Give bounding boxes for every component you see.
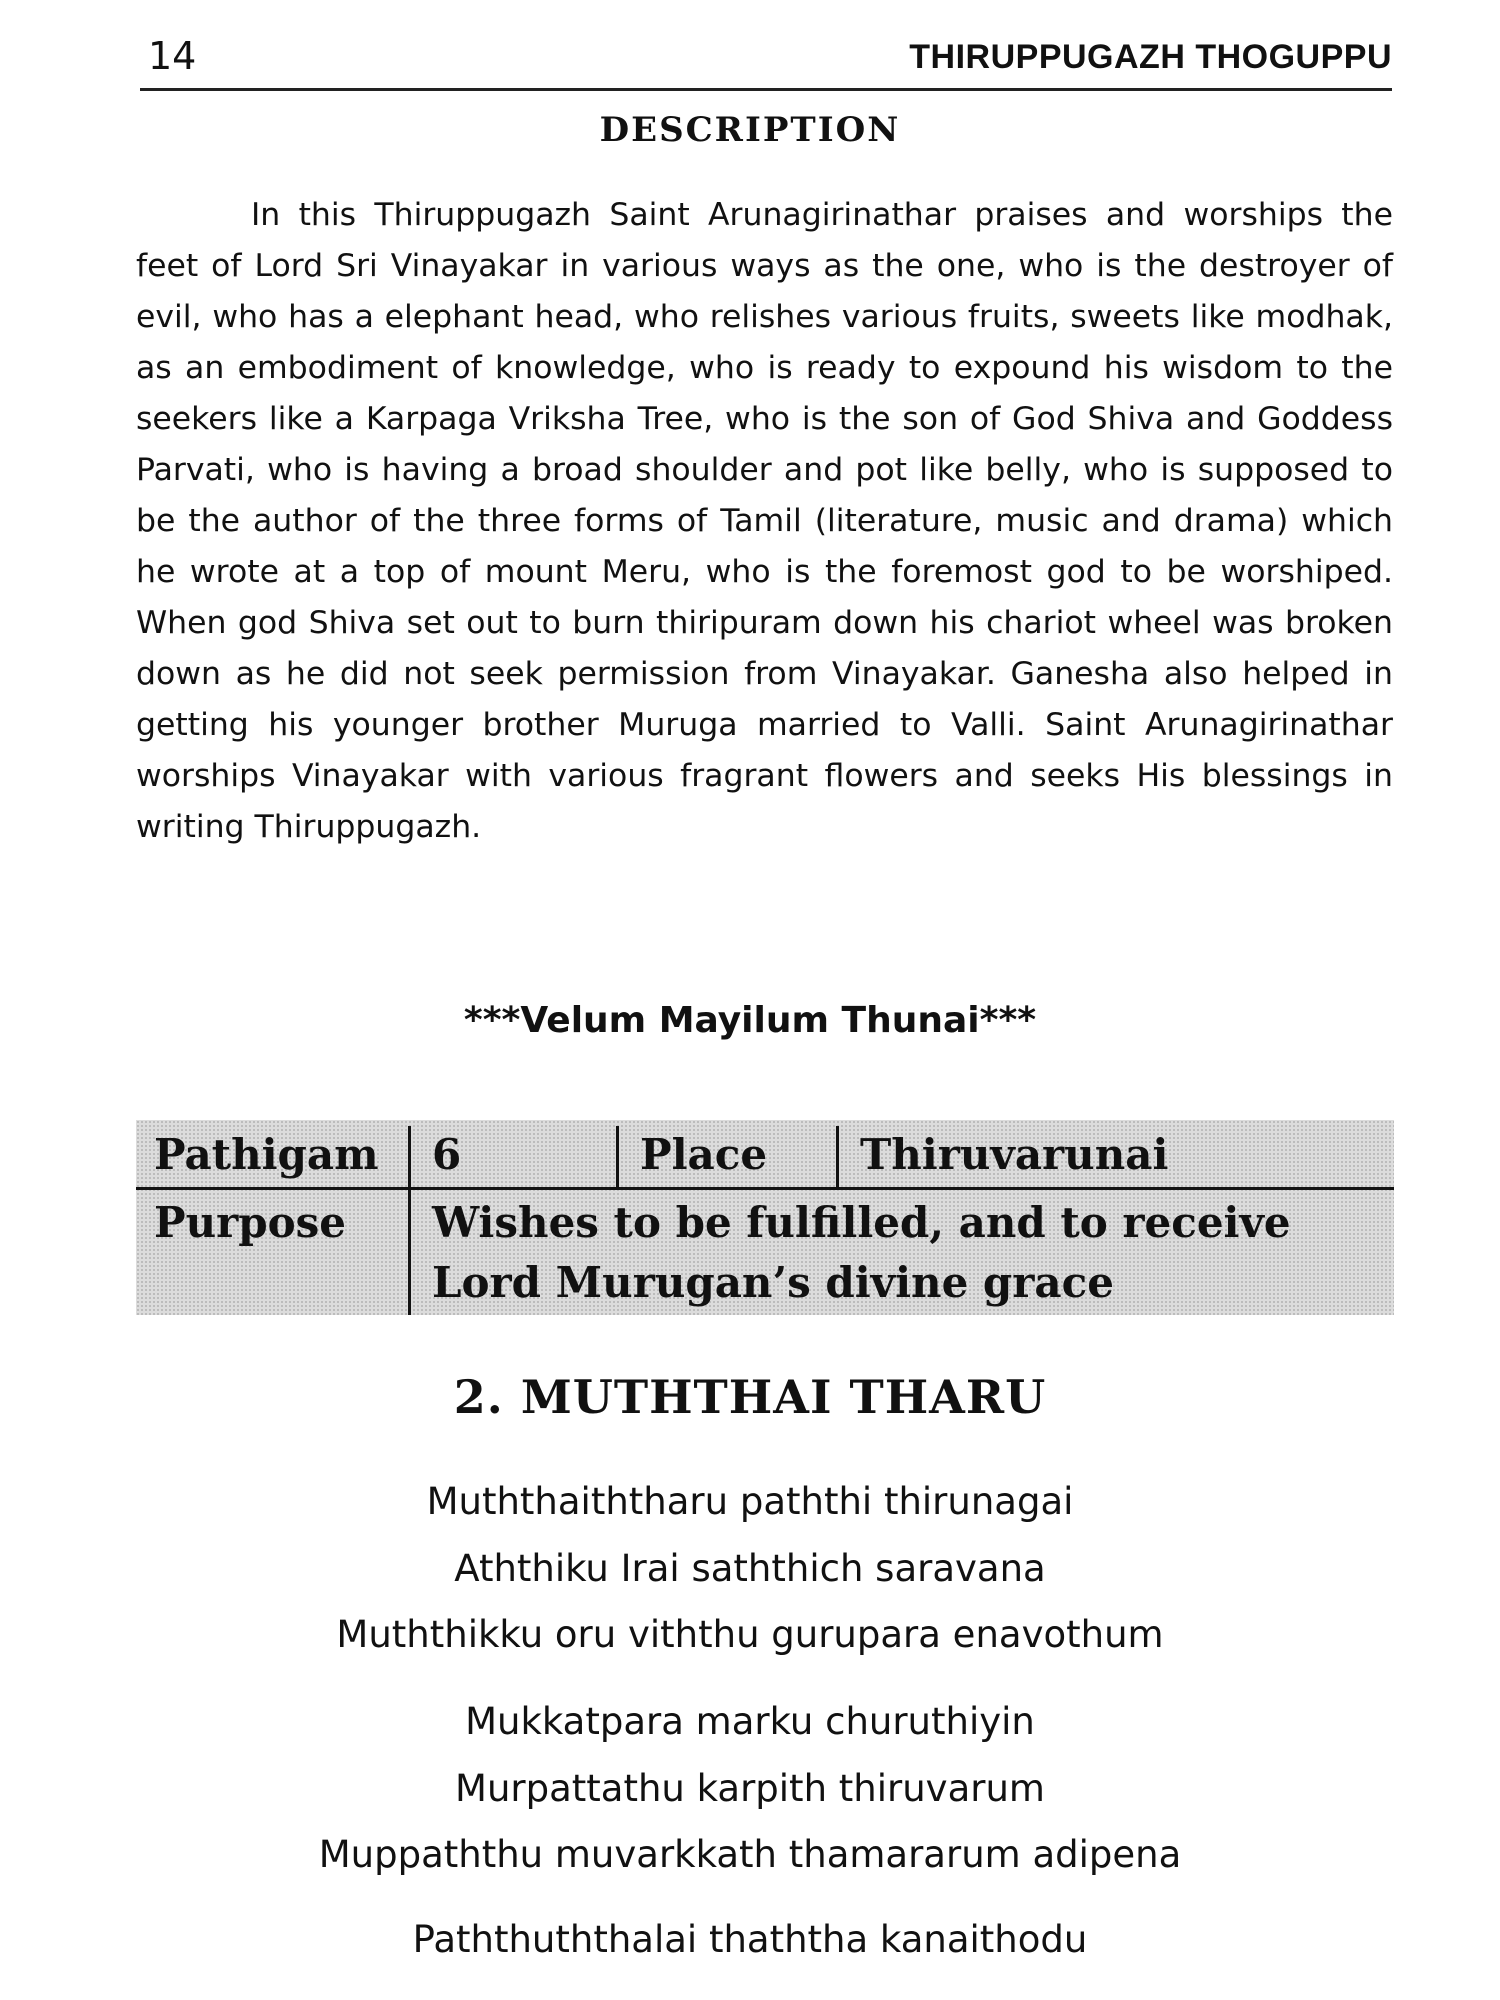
- section-heading: DESCRIPTION: [599, 110, 901, 150]
- verse-line: Murpattathu karpith thiruvarum: [455, 1767, 1045, 1810]
- place-label: Place: [640, 1130, 768, 1179]
- purpose-label: Purpose: [154, 1198, 346, 1247]
- page-number: 14: [148, 34, 197, 78]
- purpose-value-line1: Wishes to be fulfilled, and to receive: [432, 1198, 1291, 1247]
- verse-line: Muththikku oru viththu gurupara enavothum: [336, 1613, 1164, 1656]
- pathigam-value: 6: [432, 1130, 462, 1179]
- table-row-divider: [136, 1187, 1394, 1190]
- verse-line: Aththiku Irai saththich saravana: [454, 1547, 1046, 1590]
- verse-line: Mukkatpara marku churuthiyin: [465, 1700, 1035, 1743]
- table-divider-col1: [408, 1126, 411, 1315]
- description-paragraph: In this Thiruppugazh Saint Arunagirinathar praises and worships the feet of Lord Sri Vinayakar in various ways as the one, who is the destroyer of evil, who has a elephant head, who relishes various fruits, sweets like modhak, as an embodiment of knowledge, who is ready to expound his wisdom to the seekers like a Karpaga Vriksha Tree, who is the son of God Shiva and Goddess Parvati, who is having a broad shoulder and pot like belly, who is supposed to be the author of the three forms of Tamil (literature, music and drama) which he wrote at a top of mount Meru, who is the foremost god to be worshiped. When god Shiva set out to burn thiripuram down his chariot wheel was broken down as he did not seek permission from Vinayakar. Ganesha also helped in getting his younger brother Muruga married to Valli. Saint Arunagirinathar worships Vinayakar with various fragrant flowers and seeks His blessings in writing Thiruppugazh.: [136, 197, 1393, 845]
- invocation-line: ***Velum Mayilum Thunai***: [463, 1000, 1037, 1041]
- page-header: [140, 30, 1392, 91]
- running-title: THIRUPPUGAZH THOGUPPU: [909, 38, 1392, 76]
- pathigam-label: Pathigam: [154, 1130, 379, 1179]
- verse-line: Muththaiththaru paththi thirunagai: [426, 1480, 1074, 1523]
- verse-line: Paththuththalai thaththa kanaithodu: [412, 1918, 1088, 1961]
- song-title: 2. MUTHTHAI THARU: [453, 1370, 1047, 1424]
- table-divider-col3: [836, 1126, 839, 1188]
- info-table: [136, 1120, 1394, 1315]
- place-value: Thiruvarunai: [860, 1130, 1169, 1179]
- verse-line: Muppaththu muvarkkath thamararum adipena: [318, 1833, 1182, 1876]
- purpose-value-line2: Lord Murugan’s divine grace: [432, 1258, 1114, 1307]
- table-divider-col2: [616, 1126, 619, 1188]
